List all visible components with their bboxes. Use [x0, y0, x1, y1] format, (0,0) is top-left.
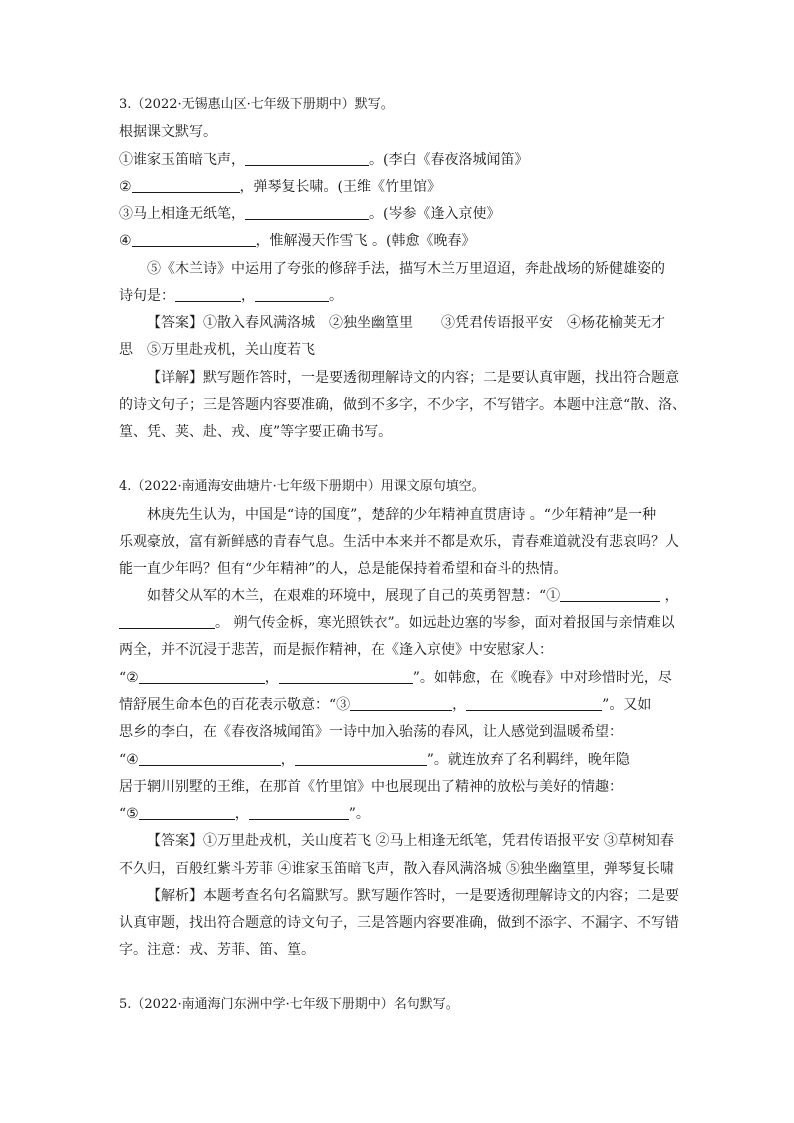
answer-blank[interactable]: [175, 287, 241, 302]
answer-blank[interactable]: [350, 696, 452, 711]
question-3-item-5: ⑤《木兰诗》中运用了夸张的修辞手法，描写木兰万里迢迢，奔赴战场的矫健雄姿的: [147, 261, 665, 277]
answer-blank[interactable]: [132, 232, 256, 247]
question-4-paragraph-2-line-3: 两全，并不沉浸于悲苦，而是振作精神，在《逢入京使》中安慰家人：: [119, 642, 553, 658]
question-4-paragraph-2-line-7: “④ ， ”。就连放弃了名利羁绊，晚年隐: [119, 752, 630, 768]
question-4-paragraph-1-cont-2: 能一直少年吗？但有“少年精神”的人，总是能保持着希望和奋斗的热情。: [119, 561, 568, 577]
question-3-item-2: ② ，弹琴复长啸。(王维《竹里馆》: [119, 179, 442, 195]
answer-blank[interactable]: [255, 287, 329, 302]
question-3-answer: 【答案】①散入春风满洛城 ②独坐幽篁里 ③凭君传语报平安 ④杨花榆荚无才: [147, 315, 665, 331]
question-4-paragraph-2-line-6: 思乡的李白，在《春夜洛城闻笛》一诗中加入骀荡的春风，让人感觉到温暖希望：: [119, 724, 623, 740]
question-4-title: 4.（2022·南通海安曲塘片·七年级下册期中）用课文原句填空。: [119, 479, 485, 494]
question-3-detail: 【详解】默写题作答时，一是要透彻理解诗文的内容；二是要认真审题，找出符合题意: [147, 370, 679, 386]
question-3-answer-cont: 思 ⑤万里赴戎机，关山度若飞: [119, 342, 315, 358]
answer-blank[interactable]: [119, 614, 215, 629]
question-4-paragraph-1-cont: 乐观豪放，富有新鲜感的青春气息。生活中本来并不都是欢乐，青春难道就没有悲哀吗？人: [119, 534, 679, 550]
question-3-detail-cont: 的诗文句子；三是答题内容要准确，做到不多字，不少字，不写错字。本题中注意“散、洛、: [119, 397, 687, 413]
question-3-instruction: 根据课文默写。: [119, 124, 217, 140]
question-4-paragraph-2-line-8: 居于辋川别墅的王维，在那首《竹里馆》中也展现出了精神的放松与美好的情趣：: [119, 779, 623, 795]
answer-blank[interactable]: [245, 205, 369, 220]
question-5-title: 5.（2022·南通海门东洲中学·七年级下册期中）名句默写。: [119, 997, 459, 1012]
answer-blank[interactable]: [132, 178, 240, 193]
question-3-detail-cont-2: 篁、凭、荚、赴、戎、度”等字要正确书写。: [119, 424, 393, 440]
answer-blank[interactable]: [139, 805, 235, 820]
question-4-paragraph-2-line-9: “⑤ ， ”。: [119, 806, 370, 822]
question-4-paragraph-1: 林庚先生认为，中国是“诗的国度”，楚辞的少年精神直贯唐诗 。“少年精神”是一种: [147, 507, 657, 523]
question-4-answer-cont: 不久归，百般红紫斗芳菲 ④谁家玉笛暗飞声，散入春风满洛城 ⑤独坐幽篁里，弹琴复长啸: [119, 861, 674, 877]
question-4-paragraph-2-line-5: 情舒展生命本色的百花表示敬意：“③ ， ”。又如: [119, 697, 652, 713]
answer-blank[interactable]: [466, 696, 602, 711]
question-4-analysis: 【解析】本题考查名句名篇默写。默写题作答时，一是要透彻理解诗文的内容；二是要: [147, 888, 679, 904]
question-3-item-4: ④ ，惟解漫天作雪飞 。(韩愈《晚春》: [119, 233, 476, 249]
answer-blank[interactable]: [245, 151, 369, 166]
answer-blank[interactable]: [279, 669, 413, 684]
question-3-item-3: ③马上相逢无纸笔， 。(岑参《逢入京使》: [119, 206, 501, 222]
answer-blank[interactable]: [295, 751, 427, 766]
question-4-answer: 【答案】①万里赴戎机，关山度若飞 ②马上相逢无纸笔，凭君传语报平安 ③草树知春: [147, 833, 674, 849]
answer-blank[interactable]: [139, 669, 265, 684]
question-4-paragraph-2-line-2: 。 朔气传金柝，寒光照铁衣”。如远赴边塞的岑参，面对着报国与亲情难以: [119, 613, 675, 633]
question-4-analysis-cont-2: 字。注意：戎、芳菲、笛、篁。: [119, 942, 315, 958]
answer-blank[interactable]: [249, 805, 349, 820]
question-3-item-5-answer-line: 诗句是： ， 。: [119, 288, 343, 304]
question-4-paragraph-2: 如替父从军的木兰，在艰难的环境中，展现了自己的英勇智慧：“① ，: [147, 588, 679, 604]
answer-blank[interactable]: [139, 751, 281, 766]
question-4-paragraph-2-line-4: “② ， ”。如韩愈，在《晚春》中对珍惜时光，尽: [119, 670, 672, 686]
question-4-analysis-cont: 认真审题，找出符合题意的诗文句子，三是答题内容要准确，做到不添字、不漏字、不写错: [119, 915, 679, 931]
answer-blank[interactable]: [560, 587, 660, 602]
question-3-title: 3.（2022·无锡惠山区·七年级下册期中）默写。: [119, 97, 394, 112]
question-3-item-1: ①谁家玉笛暗飞声， 。(李白《春夜洛城闻笛》: [119, 152, 529, 168]
